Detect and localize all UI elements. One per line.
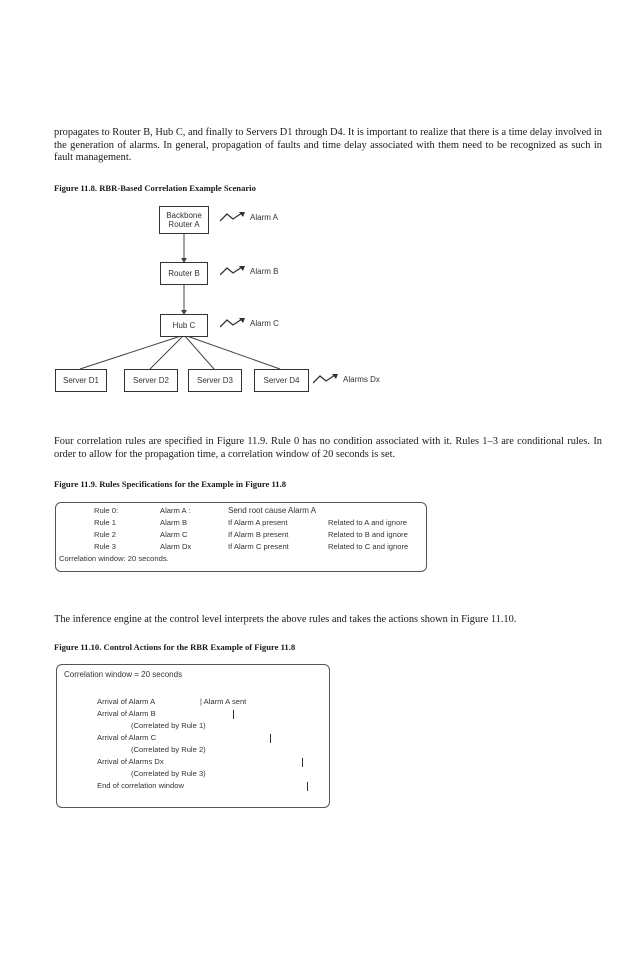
- alarm-a-sent-label: | Alarm A sent: [200, 697, 247, 706]
- server-d2-box: Server D2: [124, 369, 178, 392]
- alarm-b: Alarm B: [220, 266, 278, 276]
- action-line: Arrival of Alarm A: [97, 697, 156, 706]
- timeline-tick: [307, 782, 308, 791]
- figure-11-9-caption: Figure 11.9. Rules Specifications for the Example in Figure 11.8: [54, 479, 287, 489]
- action-line: Arrival of Alarms Dx: [97, 757, 164, 766]
- rules-specification-box: Rule 0: Alarm A : Send root cause Alarm A Rule 1 Alarm B If Alarm A present Related to A and ignore Rule 2 Alarm C If Alarm B present Related to B and ignore Rule 3 Alarm Dx If Alarm C present Related to C and ignore Correlation window: 20 seconds.: [55, 502, 427, 572]
- alarm-c: Alarm C: [220, 318, 279, 328]
- server-d4-box: Server D4: [254, 369, 309, 392]
- lightning-bolt-icon: [220, 266, 246, 276]
- alarm-dx: Alarms Dx: [313, 374, 380, 384]
- hub-c-box: Hub C: [160, 314, 208, 337]
- rules-paragraph: Four correlation rules are specified in Figure 11.9. Rule 0 has no condition associated with it. Rules 1–3 are conditional rules. In order to allow for the propagation time, a correlation window of 20 seconds is set.: [54, 436, 602, 460]
- action-line: (Correlated by Rule 3): [131, 769, 206, 778]
- lightning-bolt-icon: [313, 374, 339, 384]
- timeline-tick: [302, 758, 303, 767]
- router-b-box: Router B: [160, 262, 208, 285]
- lightning-bolt-icon: [220, 212, 246, 222]
- figure-11-10-caption: Figure 11.10. Control Actions for the RBR Example of Figure 11.8: [54, 642, 296, 652]
- lightning-bolt-icon: [220, 318, 246, 328]
- actions-paragraph: The inference engine at the control level interprets the above rules and takes the actions shown in Figure 11.10.: [54, 614, 517, 625]
- timeline-tick: [233, 710, 234, 719]
- timeline-tick: [270, 734, 271, 743]
- control-actions-box: [56, 664, 330, 808]
- figure-11-8-caption: Figure 11.8. RBR-Based Correlation Example Scenario: [54, 183, 256, 193]
- correlation-window-label: Correlation window: 20 seconds.: [59, 554, 169, 563]
- server-d3-box: Server D3: [188, 369, 242, 392]
- server-d1-box: Server D1: [55, 369, 107, 392]
- backbone-router-a-box: [159, 206, 209, 234]
- backbone-label: Backbone: [166, 210, 202, 220]
- correlation-window-label: Correlation window = 20 seconds: [64, 670, 183, 679]
- action-line: Arrival of Alarm C: [97, 733, 157, 742]
- alarm-a: Alarm A: [220, 212, 278, 222]
- action-line: Arrival of Alarm B: [97, 709, 156, 718]
- router-a-label: Router A: [168, 220, 200, 229]
- action-line: (Correlated by Rule 2): [131, 745, 206, 754]
- action-line: (Correlated by Rule 1): [131, 721, 206, 730]
- action-line: End of correlation window: [97, 781, 184, 790]
- intro-paragraph: propagates to Router B, Hub C, and finally to Servers D1 through D4. It is important to realize that there is a time delay involved in the generation of alarms. In general, propagation of faults and time delay associated with them need to be recognized as such in fault management.: [54, 127, 602, 164]
